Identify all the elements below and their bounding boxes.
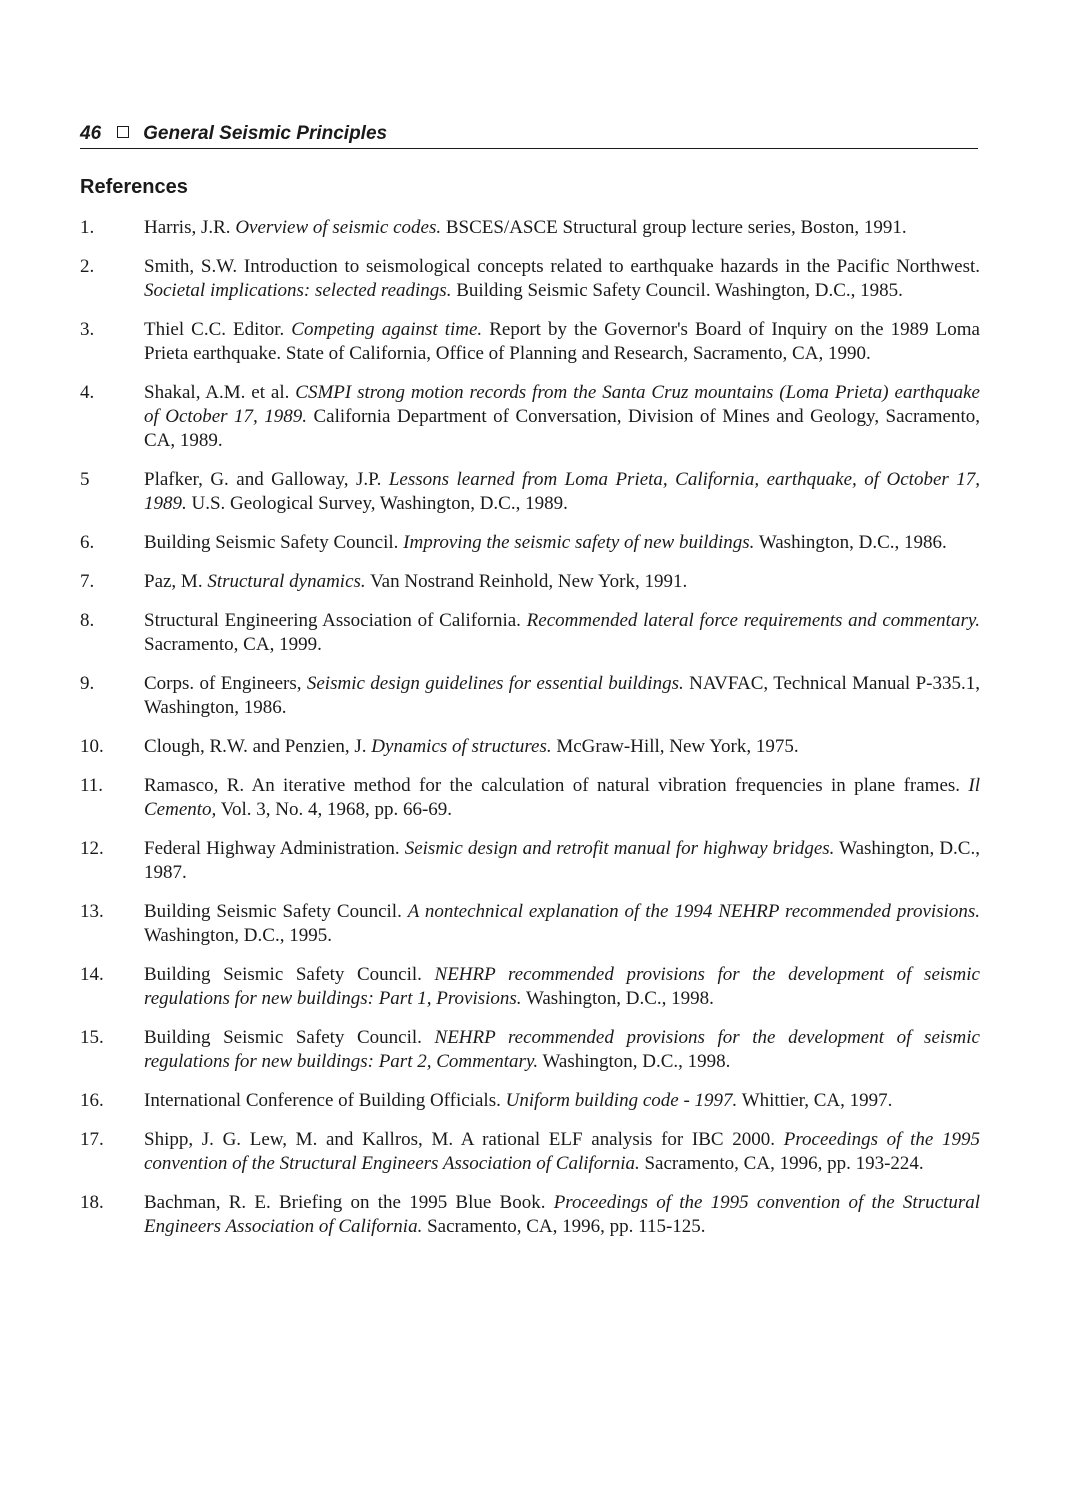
reference-publication: Van Nostrand Reinhold, New York, 1991. bbox=[365, 571, 688, 592]
reference-item bbox=[80, 318, 980, 366]
reference-item bbox=[80, 900, 980, 948]
reference-title: Proceedings of the 1995 convention of the Structural Engineers Association of California. bbox=[144, 1192, 980, 1237]
reference-title: NEHRP recommended provisions for the development of seismic regulations for new buildings: Part 2, Commentary. bbox=[144, 1027, 980, 1072]
reference-title: Proceedings of the 1995 convention of the Structural Engineers Association of California. bbox=[144, 1129, 980, 1174]
reference-number: 9. bbox=[80, 673, 95, 694]
reference-authors: Harris, J.R. bbox=[144, 217, 236, 238]
reference-item bbox=[80, 963, 980, 1011]
reference-item bbox=[80, 1026, 980, 1074]
reference-item bbox=[80, 216, 980, 240]
reference-item bbox=[80, 774, 980, 822]
reference-authors: Smith, S.W. Introduction to seismological concepts related to earthquake hazards in the Pacific Northwest. bbox=[144, 256, 980, 277]
reference-item bbox=[80, 837, 980, 885]
reference-authors: Building Seismic Safety Council. bbox=[144, 532, 404, 553]
reference-title: Competing against time. bbox=[291, 319, 483, 340]
reference-number: 4. bbox=[80, 382, 95, 403]
reference-number: 10. bbox=[80, 736, 104, 757]
reference-publication: Sacramento, CA, 1996, pp. 115-125. bbox=[422, 1216, 706, 1237]
reference-number: 12. bbox=[80, 838, 104, 859]
reference-number: 15. bbox=[80, 1027, 104, 1048]
reference-title: CSMPI strong motion records from the Santa Cruz mountains (Loma Prieta) earthquake of October 17, 1989. bbox=[144, 382, 980, 427]
reference-title: Il Cemento, bbox=[144, 775, 980, 820]
reference-number: 1. bbox=[80, 217, 95, 238]
reference-publication: NAVFAC, Technical Manual P-335.1, Washington, 1986. bbox=[144, 673, 980, 718]
reference-publication: California Department of Conversation, Division of Mines and Geology, Sacramento, CA, 1989. bbox=[144, 406, 980, 451]
reference-title: Seismic design and retrofit manual for highway bridges. bbox=[404, 838, 835, 859]
reference-authors: Corps. of Engineers, bbox=[144, 673, 307, 694]
page-number: 46 bbox=[80, 123, 102, 144]
reference-number: 8. bbox=[80, 610, 95, 631]
reference-authors: Clough, R.W. and Penzien, J. bbox=[144, 736, 372, 757]
reference-number: 5 bbox=[80, 469, 90, 490]
square-bullet-icon bbox=[117, 126, 129, 138]
reference-number: 13. bbox=[80, 901, 104, 922]
reference-authors: Building Seismic Safety Council. bbox=[144, 1027, 435, 1048]
reference-authors: Federal Highway Administration. bbox=[144, 838, 405, 859]
reference-publication: Washington, D.C., 1998. bbox=[521, 988, 714, 1009]
reference-publication: U.S. Geological Survey, Washington, D.C., 1989. bbox=[186, 493, 568, 514]
reference-number: 11. bbox=[80, 775, 104, 796]
reference-publication: Washington, D.C., 1995. bbox=[144, 925, 332, 946]
reference-publication: Washington, D.C., 1986. bbox=[754, 532, 947, 553]
reference-item bbox=[80, 1191, 980, 1239]
reference-title: A nontechnical explanation of the 1994 NEHRP recommended provisions. bbox=[407, 901, 980, 922]
reference-item bbox=[80, 255, 980, 303]
reference-title: Overview of seismic codes. bbox=[235, 217, 442, 238]
reference-title: Uniform building code - 1997. bbox=[505, 1090, 738, 1111]
reference-title: Lessons learned from Loma Prieta, California, earthquake, of October 17, 1989. bbox=[144, 469, 980, 514]
reference-authors: Plafker, G. and Galloway, J.P. bbox=[144, 469, 389, 490]
reference-authors: Building Seismic Safety Council. bbox=[144, 964, 435, 985]
reference-title: Improving the seismic safety of new buildings. bbox=[403, 532, 755, 553]
reference-publication: Sacramento, CA, 1999. bbox=[144, 634, 322, 655]
running-title: General Seismic Principles bbox=[143, 123, 388, 144]
reference-number: 16. bbox=[80, 1090, 104, 1111]
reference-publication: Washington, D.C., 1987. bbox=[144, 838, 980, 883]
reference-publication: Whittier, CA, 1997. bbox=[737, 1090, 893, 1111]
reference-authors: Bachman, R. E. Briefing on the 1995 Blue Book. bbox=[144, 1192, 554, 1213]
running-header bbox=[80, 122, 978, 149]
section-title: References bbox=[80, 176, 188, 198]
reference-item bbox=[80, 1128, 980, 1176]
reference-item bbox=[80, 672, 980, 720]
reference-authors: International Conference of Building Officials. bbox=[144, 1090, 506, 1111]
reference-authors: Paz, M. bbox=[144, 571, 208, 592]
reference-title: NEHRP recommended provisions for the development of seismic regulations for new buildings: Part 1, Provisions. bbox=[144, 964, 980, 1009]
reference-item bbox=[80, 531, 980, 555]
reference-title: Recommended lateral force requirements and commentary. bbox=[526, 610, 980, 631]
reference-authors: Thiel C.C. Editor. bbox=[144, 319, 292, 340]
reference-publication: Vol. 3, No. 4, 1968, pp. 66-69. bbox=[216, 799, 453, 820]
reference-authors: Building Seismic Safety Council. bbox=[144, 901, 408, 922]
reference-item bbox=[80, 381, 980, 453]
reference-number: 6. bbox=[80, 532, 95, 553]
reference-title: Societal implications: selected readings. bbox=[144, 280, 452, 301]
reference-number: 18. bbox=[80, 1192, 104, 1213]
reference-authors: Shakal, A.M. et al. bbox=[144, 382, 296, 403]
reference-authors: Shipp, J. G. Lew, M. and Kallros, M. A rational ELF analysis for IBC 2000. bbox=[144, 1129, 784, 1150]
reference-publication: Building Seismic Safety Council. Washington, D.C., 1985. bbox=[451, 280, 903, 301]
reference-title: Structural dynamics. bbox=[207, 571, 366, 592]
reference-authors: Structural Engineering Association of California. bbox=[144, 610, 527, 631]
reference-authors: Ramasco, R. An iterative method for the calculation of natural vibration frequencies in plane frames. bbox=[144, 775, 969, 796]
reference-item bbox=[80, 468, 980, 516]
reference-publication: McGraw-Hill, New York, 1975. bbox=[551, 736, 799, 757]
reference-publication: Washington, D.C., 1998. bbox=[538, 1051, 731, 1072]
reference-number: 7. bbox=[80, 571, 95, 592]
reference-publication: Report by the Governor's Board of Inquiry on the 1989 Loma Prieta earthquake. State of California, Office of Planning and Research, Sacramento, CA, 1990. bbox=[144, 319, 980, 364]
reference-title: Seismic design guidelines for essential buildings. bbox=[306, 673, 684, 694]
reference-number: 14. bbox=[80, 964, 104, 985]
reference-number: 17. bbox=[80, 1129, 104, 1150]
reference-item bbox=[80, 735, 980, 759]
reference-item bbox=[80, 1089, 980, 1113]
reference-list bbox=[80, 216, 980, 1254]
reference-title: Dynamics of structures. bbox=[371, 736, 552, 757]
reference-publication: Sacramento, CA, 1996, pp. 193-224. bbox=[639, 1153, 924, 1174]
reference-number: 2. bbox=[80, 256, 95, 277]
reference-item bbox=[80, 570, 980, 594]
reference-number: 3. bbox=[80, 319, 95, 340]
reference-item bbox=[80, 609, 980, 657]
reference-publication: BSCES/ASCE Structural group lecture series, Boston, 1991. bbox=[441, 217, 907, 238]
